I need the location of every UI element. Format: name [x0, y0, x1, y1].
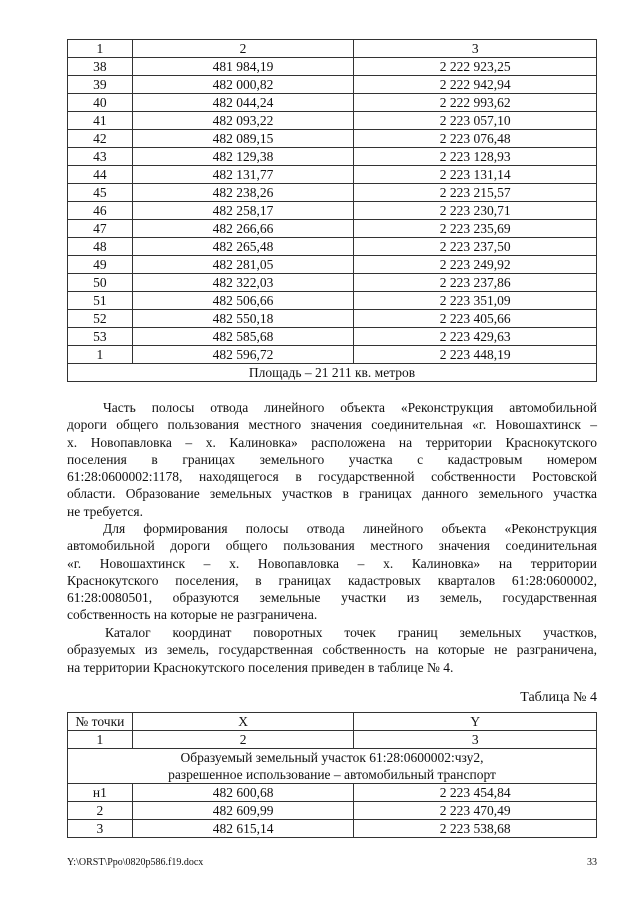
point-number-cell: 1: [68, 346, 133, 364]
table-row: [68, 148, 597, 166]
paragraph-line: на территории Краснокутского поселения приведен в таблице № 4.: [67, 659, 454, 675]
x-coordinate-cell: 482 258,17: [132, 202, 354, 220]
y-coordinate-cell: 2 223 215,57: [354, 184, 597, 202]
paragraph-road-part: [67, 399, 597, 520]
y-coordinate-cell: 2 223 237,86: [354, 274, 597, 292]
table-row: [68, 112, 597, 130]
x-coordinate-cell: 482 550,18: [132, 310, 354, 328]
table-row: [68, 310, 597, 328]
y-coordinate-cell: 2 223 235,69: [354, 220, 597, 238]
y-coordinate-cell: 2 223 131,14: [354, 166, 597, 184]
index-cell: 2: [132, 731, 354, 749]
group-title-cell: [68, 749, 597, 784]
area-row: [68, 364, 597, 382]
column-header-x: X: [132, 713, 354, 731]
group-title-line-1: Образуемый земельный участок 61:28:0600002:чзу2,: [180, 750, 484, 765]
x-coordinate-cell: 482 131,77: [132, 166, 354, 184]
x-coordinate-cell: 482 238,26: [132, 184, 354, 202]
x-coordinate-cell: 482 089,15: [132, 130, 354, 148]
table-row: [68, 328, 597, 346]
point-number-cell: 47: [68, 220, 133, 238]
paragraph-line: «г. Новошахтинск – х. Новопавловка – х. Калиновка» на территории: [67, 555, 597, 571]
y-coordinate-cell: 2 223 470,49: [354, 802, 597, 820]
table-row: [68, 238, 597, 256]
y-coordinate-cell: 2 223 454,84: [354, 784, 597, 802]
paragraph-line: области. Образование земельных участков в границах данного земельного участка: [67, 486, 597, 502]
paragraph-line: образуемых из земель, государственная собственность на которые не разграничена,: [67, 642, 597, 658]
index-cell: 1: [68, 731, 133, 749]
table-index-row: [68, 731, 597, 749]
y-coordinate-cell: 2 223 076,48: [354, 130, 597, 148]
table-header-row: [68, 40, 597, 58]
y-coordinate-cell: 2 223 230,71: [354, 202, 597, 220]
page-number: 33: [587, 857, 597, 868]
point-number-cell: 43: [68, 148, 133, 166]
point-number-cell: 39: [68, 76, 133, 94]
y-coordinate-cell: 2 223 538,68: [354, 820, 597, 838]
x-coordinate-cell: 482 281,05: [132, 256, 354, 274]
paragraph-catalog-intro: [67, 624, 597, 676]
y-coordinate-cell: 2 223 448,19: [354, 346, 597, 364]
x-coordinate-cell: 482 609,99: [132, 802, 354, 820]
y-coordinate-cell: 2 223 405,66: [354, 310, 597, 328]
point-number-cell: 53: [68, 328, 133, 346]
paragraph-land-formation: [67, 520, 597, 624]
paragraph-line: поселения в границах земельного участка с кадастровым номером: [67, 451, 597, 467]
paragraph-line: Каталог координат поворотных точек границ земельных участков,: [105, 625, 597, 640]
table-caption: Таблица № 4: [520, 690, 597, 705]
point-number-cell: н1: [68, 784, 133, 802]
table-4-body: [68, 713, 597, 838]
point-number-cell: 49: [68, 256, 133, 274]
x-coordinate-cell: 482 266,66: [132, 220, 354, 238]
point-number-cell: 52: [68, 310, 133, 328]
x-coordinate-cell: 482 600,68: [132, 784, 354, 802]
table-row: [68, 76, 597, 94]
table-row: [68, 292, 597, 310]
x-coordinate-cell: 482 000,82: [132, 76, 354, 94]
table-row: [68, 274, 597, 292]
table-row: [68, 784, 597, 802]
y-coordinate-cell: 2 222 923,25: [354, 58, 597, 76]
x-coordinate-cell: 482 585,68: [132, 328, 354, 346]
point-number-cell: 2: [68, 802, 133, 820]
table-row: [68, 256, 597, 274]
paragraph-line: 61:28:0080501, образуются земельные участки из земель, государственная: [67, 590, 597, 606]
paragraph-line: не требуется.: [67, 503, 143, 519]
area-cell: Площадь – 21 211 кв. метров: [68, 364, 597, 382]
point-number-cell: 45: [68, 184, 133, 202]
point-number-cell: 51: [68, 292, 133, 310]
table-row: [68, 184, 597, 202]
paragraph-line: автомобильной дороги общего пользования местного значения соединительная: [67, 538, 597, 554]
x-coordinate-cell: 482 265,48: [132, 238, 354, 256]
table-header-row: [68, 713, 597, 731]
x-coordinate-cell: 482 044,24: [132, 94, 354, 112]
y-coordinate-cell: 2 223 128,93: [354, 148, 597, 166]
table-row: [68, 94, 597, 112]
x-coordinate-cell: 482 596,72: [132, 346, 354, 364]
point-number-cell: 44: [68, 166, 133, 184]
coordinates-table-body: [68, 40, 597, 382]
table-row: [68, 220, 597, 238]
point-number-cell: 50: [68, 274, 133, 292]
index-cell: 3: [354, 731, 597, 749]
y-coordinate-cell: 2 223 249,92: [354, 256, 597, 274]
footer-file-path: Y:\ORST\Ppo\0820p586.f19.docx: [67, 857, 204, 868]
paragraph-line: 61:28:0600002:1178, находящегося в государственной собственности Ростовской: [67, 469, 597, 485]
x-coordinate-cell: 482 615,14: [132, 820, 354, 838]
column-header-point: № точки: [68, 713, 133, 731]
group-title-row: [68, 749, 597, 784]
paragraph-line: собственность на которые не разграничена.: [67, 607, 318, 623]
point-number-cell: 41: [68, 112, 133, 130]
column-header-y: Y: [354, 713, 597, 731]
header-cell: 2: [132, 40, 354, 58]
table-row: [68, 166, 597, 184]
table-row: [68, 202, 597, 220]
point-number-cell: 40: [68, 94, 133, 112]
y-coordinate-cell: 2 222 993,62: [354, 94, 597, 112]
y-coordinate-cell: 2 223 351,09: [354, 292, 597, 310]
x-coordinate-cell: 482 506,66: [132, 292, 354, 310]
table-4: [67, 712, 597, 838]
x-coordinate-cell: 481 984,19: [132, 58, 354, 76]
paragraph-line: Часть полосы отвода линейного объекта «Реконструкция автомобильной: [103, 400, 597, 415]
table-row: [68, 130, 597, 148]
point-number-cell: 3: [68, 820, 133, 838]
header-cell: 3: [354, 40, 597, 58]
paragraph-line: х. Новопавловка – х. Калиновка» расположена на территории Краснокутского: [67, 434, 597, 450]
header-cell: 1: [68, 40, 133, 58]
y-coordinate-cell: 2 223 429,63: [354, 328, 597, 346]
point-number-cell: 42: [68, 130, 133, 148]
x-coordinate-cell: 482 093,22: [132, 112, 354, 130]
point-number-cell: 38: [68, 58, 133, 76]
x-coordinate-cell: 482 129,38: [132, 148, 354, 166]
group-title-line-2: разрешенное использование – автомобильный транспорт: [168, 767, 496, 782]
point-number-cell: 48: [68, 238, 133, 256]
table-row: [68, 802, 597, 820]
y-coordinate-cell: 2 222 942,94: [354, 76, 597, 94]
coordinates-table: [67, 39, 597, 382]
y-coordinate-cell: 2 223 057,10: [354, 112, 597, 130]
paragraph-line: Для формирования полосы отвода линейного объекта «Реконструкция: [103, 521, 597, 536]
point-number-cell: 46: [68, 202, 133, 220]
x-coordinate-cell: 482 322,03: [132, 274, 354, 292]
table-row: [68, 346, 597, 364]
paragraph-line: Краснокутского поселения, в границах кадастровых кварталов 61:28:0600002,: [67, 572, 597, 588]
table-row: [68, 820, 597, 838]
y-coordinate-cell: 2 223 237,50: [354, 238, 597, 256]
table-row: [68, 58, 597, 76]
paragraph-line: дороги общего пользования местного значения соединительная «г. Новошахтинск –: [67, 417, 597, 433]
